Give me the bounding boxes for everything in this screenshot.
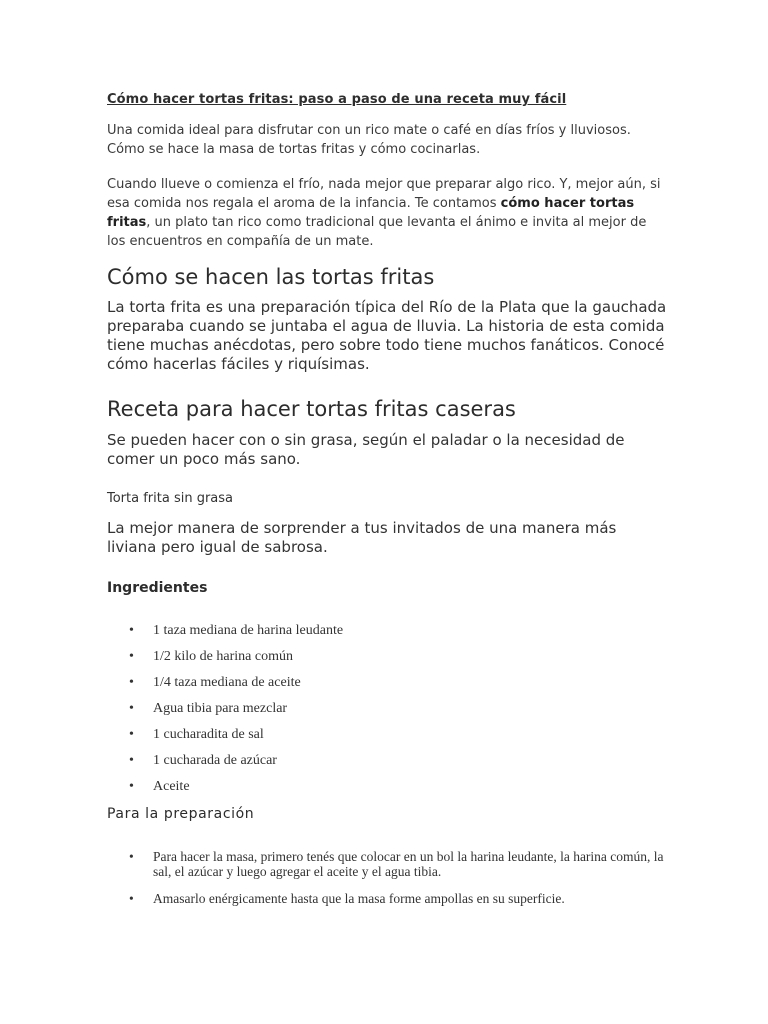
list-item xyxy=(107,891,667,906)
section-2-body: Se pueden hacer con o sin grasa, según el paladar o la necesidad de comer un poco más sano. xyxy=(107,431,625,468)
bullet-icon: • xyxy=(129,675,134,690)
intro-paragraph: Una comida ideal para disfrutar con un rico mate o café en días fríos y lluviosos. Cómo se hace la masa de tortas fritas y cómo cocinarlas. xyxy=(107,123,631,157)
preparation-steps-list xyxy=(107,849,667,918)
step-text: Para hacer la masa, primero tenés que colocar en un bol la harina leudante, la harina común, la sal, el azúcar y luego agregar el aceite y el agua tibia. xyxy=(153,849,664,879)
paragraph-2-bold: cómo hacer tortas fritas xyxy=(107,196,635,230)
section-heading-como-se-hacen: Cómo se hacen las tortas fritas xyxy=(107,265,435,289)
list-item xyxy=(107,726,667,752)
list-item xyxy=(107,700,667,726)
bullet-icon: • xyxy=(129,623,134,638)
list-item xyxy=(107,849,667,879)
ingredient-text: Agua tibia para mezclar xyxy=(153,701,288,716)
step-text: Amasarlo enérgicamente hasta que la masa forme ampollas en su superficie. xyxy=(153,891,565,906)
ingredient-text: 1 cucharada de azúcar xyxy=(153,753,277,768)
list-item xyxy=(107,778,667,804)
bullet-icon: • xyxy=(129,753,134,768)
ingredient-text: 1/2 kilo de harina común xyxy=(153,649,293,664)
preparation-heading: Para la preparación xyxy=(107,806,255,822)
bullet-icon: • xyxy=(129,649,134,664)
bullet-icon: • xyxy=(129,779,134,794)
list-item xyxy=(107,674,667,700)
section-1-body: La torta frita es una preparación típica del Río de la Plata que la gauchada preparaba cuando se juntaba el agua de lluvia. La historia de esta comida tiene muchas anécdotas, pero sobre todo tiene muchos fanáticos. Conocé cómo hacerlas fáciles y riquísimas. xyxy=(107,298,667,373)
bullet-icon: • xyxy=(129,891,134,906)
list-item xyxy=(107,648,667,674)
paragraph-2-text-before: Cuando llueve o comienza el frío, nada mejor que preparar algo rico. Y, mejor aún, si esa comida nos regala el aroma de la infancia. Te contamos xyxy=(107,177,661,211)
bullet-icon: • xyxy=(129,727,134,742)
document-title: Cómo hacer tortas fritas: paso a paso de una receta muy fácil xyxy=(107,92,567,107)
ingredients-list xyxy=(107,622,667,804)
section-heading-receta: Receta para hacer tortas fritas caseras xyxy=(107,397,516,421)
ingredient-text: Aceite xyxy=(153,779,190,794)
ingredient-text: 1 cucharadita de sal xyxy=(153,727,264,742)
list-item xyxy=(107,752,667,778)
ingredients-heading: Ingredientes xyxy=(107,580,208,596)
subsection-body: La mejor manera de sorprender a tus invitados de una manera más liviana pero igual de sabrosa. xyxy=(107,519,617,556)
paragraph-2-text-after: , un plato tan rico como tradicional que levanta el ánimo e invita al mejor de los encuentros en compañía de un mate. xyxy=(107,215,647,249)
bullet-icon: • xyxy=(129,701,134,716)
subheading-torta-sin-grasa: Torta frita sin grasa xyxy=(107,491,234,506)
ingredient-text: 1/4 taza mediana de aceite xyxy=(153,675,301,690)
list-item xyxy=(107,622,667,648)
paragraph-2 xyxy=(107,175,667,251)
bullet-icon: • xyxy=(129,849,134,864)
ingredient-text: 1 taza mediana de harina leudante xyxy=(153,623,344,638)
